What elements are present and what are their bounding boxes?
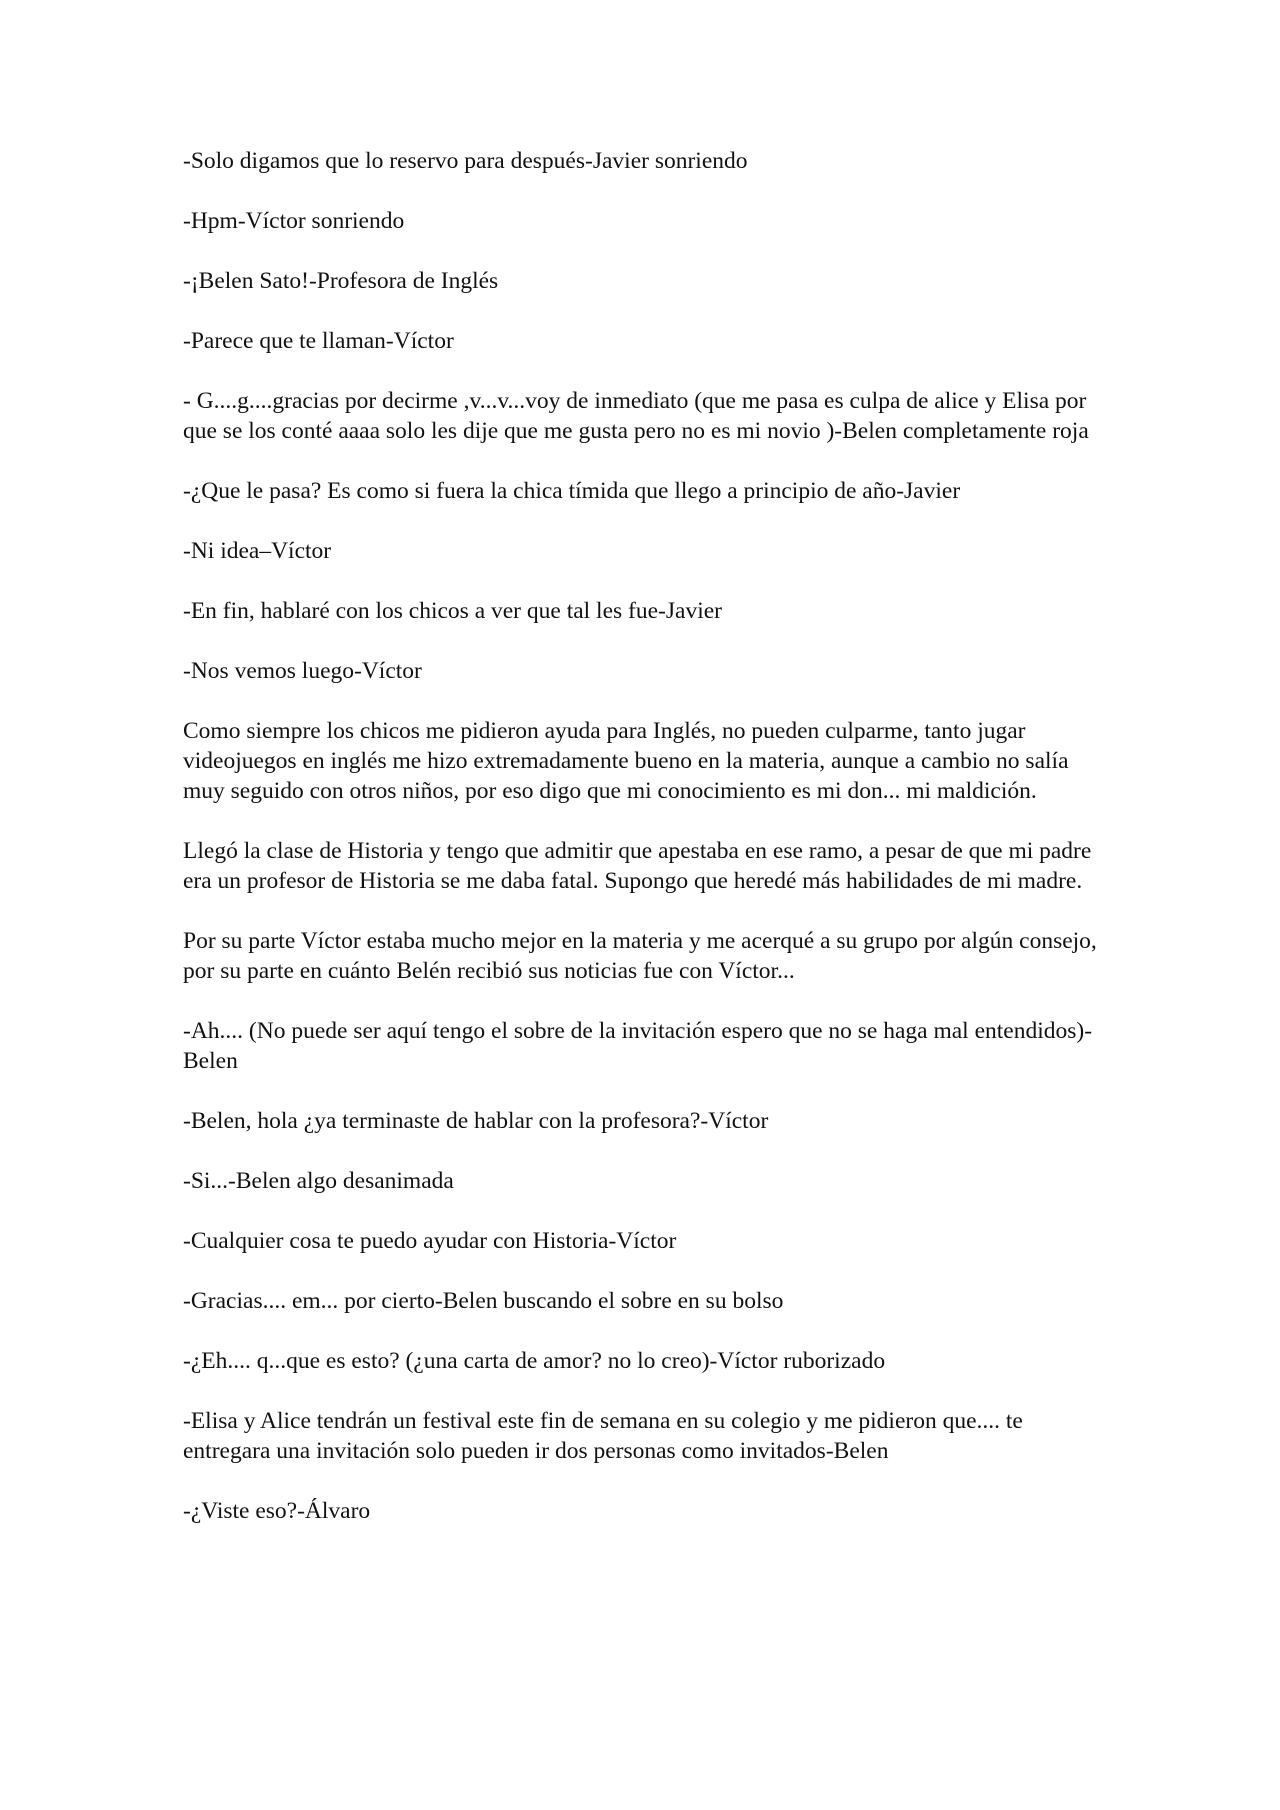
paragraph: -Hpm-Víctor sonriendo [183, 208, 405, 234]
text-column [183, 146, 1103, 1556]
paragraph: - G....g....gracias por decirme ,v...v...voy de inmediato (que me pasa es culpa de alice y Elisa por que se los conté aaaa solo les dije que me gusta pero no es mi novio )-Belen completamente roja [183, 388, 1089, 444]
paragraph: -Parece que te llaman-Víctor [183, 328, 454, 354]
paragraph: -¿Eh.... q...que es esto? (¿una carta de amor? no lo creo)-Víctor ruborizado [183, 1348, 886, 1374]
paragraph: -¿Viste eso?-Álvaro [183, 1498, 371, 1524]
paragraph: -Nos vemos luego-Víctor [183, 658, 422, 684]
paragraph: -¿Que le pasa? Es como si fuera la chica tímida que llego a principio de año-Javier [183, 478, 961, 504]
paragraph: -Si...-Belen algo desanimada [183, 1168, 454, 1194]
paragraph: Como siempre los chicos me pidieron ayuda para Inglés, no pueden culparme, tanto jugar videojuegos en inglés me hizo extremadamente bueno en la materia, aunque a cambio no salía muy seguido con otros niños, por eso digo que mi conocimiento es mi don... mi maldición. [183, 718, 1069, 804]
paragraph: -Ni idea–Víctor [183, 538, 332, 564]
paragraph: Por su parte Víctor estaba mucho mejor en la materia y me acerqué a su grupo por algún consejo, por su parte en cuánto Belén recibió sus noticias fue con Víctor... [183, 928, 1097, 984]
paragraph: -Solo digamos que lo reservo para después-Javier sonriendo [183, 148, 748, 174]
paragraph: -¡Belen Sato!-Profesora de Inglés [183, 268, 499, 294]
paragraph: -Cualquier cosa te puedo ayudar con Historia-Víctor [183, 1228, 677, 1254]
paragraph: -En fin, hablaré con los chicos a ver que tal les fue-Javier [183, 598, 722, 624]
paragraph: -Elisa y Alice tendrán un festival este fin de semana en su colegio y me pidieron que.... te entregara una invitación solo pueden ir dos personas como invitados-Belen [183, 1408, 1023, 1464]
paragraph: -Gracias.... em... por cierto-Belen buscando el sobre en su bolso [183, 1288, 784, 1314]
paragraph: Llegó la clase de Historia y tengo que admitir que apestaba en ese ramo, a pesar de que mi padre era un profesor de Historia se me daba fatal. Supongo que heredé más habilidades de mi madre. [183, 838, 1092, 894]
paragraph: -Belen, hola ¿ya terminaste de hablar con la profesora?-Víctor [183, 1108, 769, 1134]
paragraph: -Ah.... (No puede ser aquí tengo el sobre de la invitación espero que no se haga mal entendidos)-Belen [183, 1018, 1093, 1074]
